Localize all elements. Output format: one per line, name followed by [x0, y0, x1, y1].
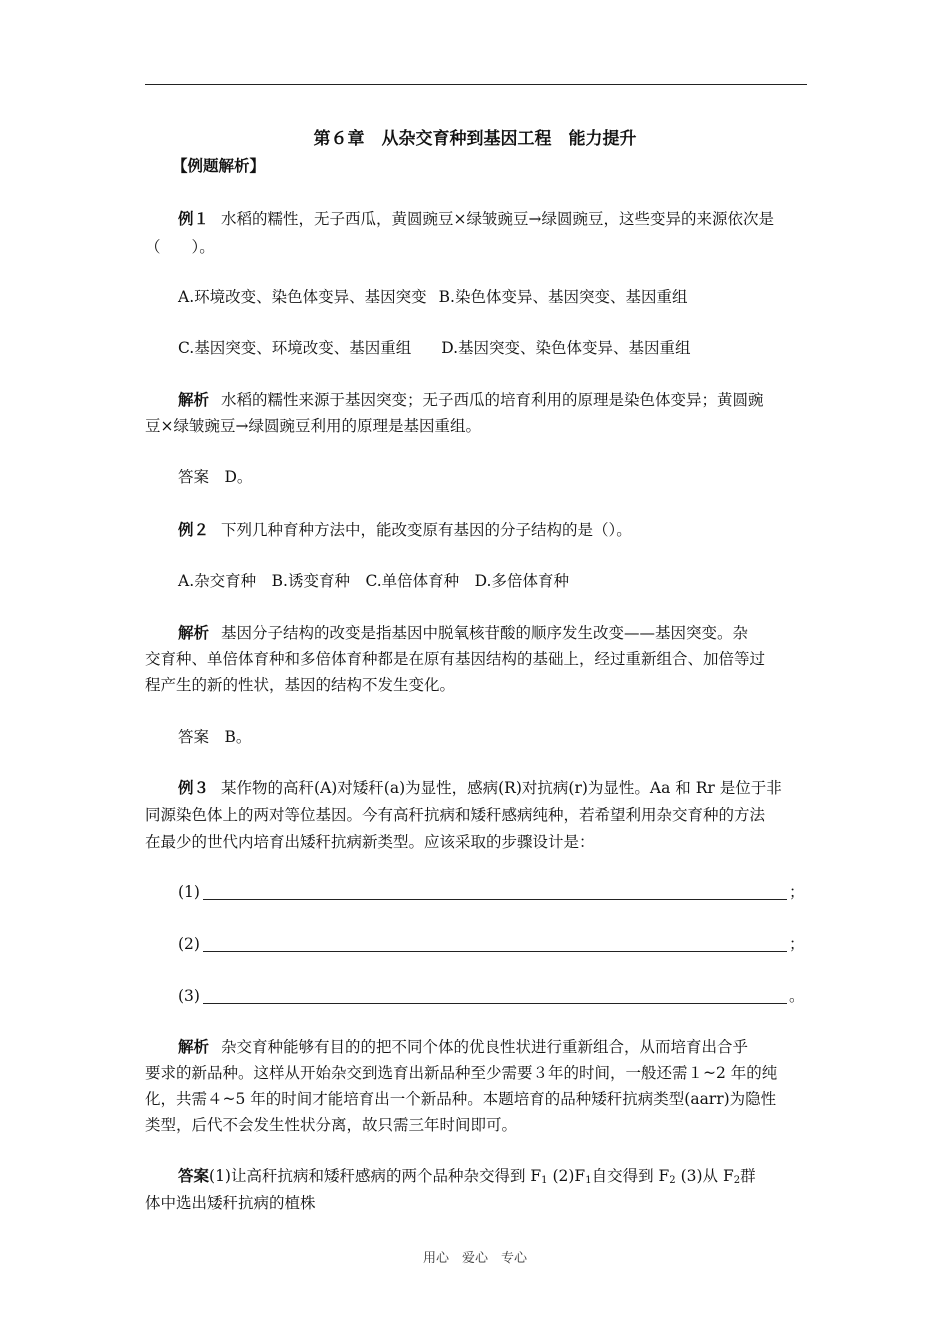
page-title: 第６章 从杂交育种到基因工程 能力提升 — [313, 129, 637, 149]
ex3-analysis-text: 杂交育种能够有目的的把不同个体的优良性状进行重新组合，从而培育出合乎 — [221, 1038, 749, 1056]
ex1-options-row2 — [178, 334, 807, 362]
ex3-answer-sub3: 2 — [669, 1175, 676, 1186]
ex3-question-line2: 同源染色体上的两对等位基因。今有高秆抗病和矮秆感病纯种，若希望利用杂交育种的方法 — [145, 806, 766, 824]
ex1-option-a: A.环境改变、染色体变异、基因突变 — [178, 288, 427, 306]
ex3-blank3-end: 。 — [789, 987, 805, 1005]
ex3-label: 例３ — [178, 779, 210, 797]
ex1-question-line2: （ ）。 — [145, 238, 215, 256]
ex3-analysis-label: 解析 — [178, 1038, 210, 1056]
ex2-options: A.杂交育种 B.诱变育种 C.单倍体育种 D.多倍体育种 — [178, 572, 569, 590]
ex3-answer-line2: 体中选出矮秆抗病的植株 — [145, 1194, 316, 1212]
ex3-answer-part1: (1)让高秆抗病和矮秆感病的两个品种杂交得到 F — [209, 1167, 542, 1185]
ex3-answer-label: 答案 — [178, 1167, 210, 1185]
ex3-analysis-line3: 化，共需４~5 年的时间才能培育出一个新品种。本题培育的品种矮秆抗病类型(aarr)为隐性 — [145, 1090, 777, 1108]
ex3-question-text: 某作物的高秆(A)对矮秆(a)为显性，感病(R)对抗病(r)为显性。Aa 和 Rr 是位于非 — [221, 779, 782, 797]
ex2-question — [178, 516, 807, 544]
header-rule — [145, 84, 807, 85]
ex2-label: 例２ — [178, 521, 210, 539]
ex3-answer-part3: 自交得到 F — [591, 1167, 670, 1185]
ex1-question-line1 — [178, 205, 807, 233]
ex1-answer: 答案 D。 — [178, 468, 253, 486]
ex1-analysis-label: 解析 — [178, 391, 210, 409]
ex3-answer-part4: (3)从 F — [680, 1167, 734, 1185]
page-footer: 用心 爱心 专心 — [422, 1251, 527, 1266]
ex2-analysis-text: 基因分子结构的改变是指基因中脱氧核苷酸的顺序发生改变——基因突变。杂 — [221, 624, 749, 642]
section-heading: 【例题解析】 — [172, 157, 266, 175]
ex3-analysis-line1 — [178, 1033, 807, 1061]
ex1-question-text: 水稻的糯性，无子西瓜，黄圆豌豆×绿皱豌豆→绿圆豌豆，这些变异的来源依次是 — [221, 210, 774, 228]
ex3-blank1-line — [203, 899, 787, 900]
ex3-blank2-line — [203, 951, 787, 952]
ex1-analysis-line1 — [178, 386, 807, 414]
ex1-option-c: C.基因突变、环境改变、基因重组 — [178, 339, 412, 357]
ex2-analysis-line3: 程产生的新的性状，基因的结构不发生变化。 — [145, 676, 456, 694]
ex3-analysis-line2: 要求的新品种。这样从开始杂交到选育出新品种至少需要３年的时间，一般还需１~2 年的纯 — [145, 1064, 778, 1082]
ex3-analysis-line4: 类型，后代不会发生性状分离，故只需三年时间即可。 — [145, 1116, 518, 1134]
ex3-answer-part2: (2)F — [552, 1167, 586, 1185]
ex2-analysis-label: 解析 — [178, 624, 210, 642]
ex1-analysis-line2: 豆×绿皱豌豆→绿圆豌豆利用的原理是基因重组。 — [145, 417, 481, 435]
ex3-question-line1 — [178, 774, 807, 802]
ex2-analysis-line1 — [178, 619, 807, 647]
ex2-answer: 答案 B。 — [178, 728, 252, 746]
ex3-blank3-line — [203, 1003, 787, 1004]
ex2-question-text: 下列几种育种方法中，能改变原有基因的分子结构的是（）。 — [221, 521, 632, 539]
ex3-blank1-end: ； — [789, 883, 805, 901]
ex2-analysis-line2: 交育种、单倍体育种和多倍体育种都是在原有基因结构的基础上，经过重新组合、加倍等过 — [145, 650, 766, 668]
ex3-answer-part5: 群 — [740, 1167, 756, 1185]
ex3-blank1-number: (1) — [178, 883, 200, 901]
ex3-blank2-number: (2) — [178, 935, 200, 953]
ex1-option-d: D.基因突变、染色体变异、基因重组 — [441, 339, 691, 357]
ex1-options-row1 — [178, 283, 807, 311]
ex3-answer-sub1: 1 — [541, 1175, 548, 1186]
ex3-answer-sub2: 1 — [585, 1175, 592, 1186]
ex3-answer-sub4: 2 — [733, 1175, 741, 1186]
ex3-blank3-number: (3) — [178, 987, 200, 1005]
ex3-question-line3: 在最少的世代内培育出矮秆抗病新类型。应该采取的步骤设计是： — [145, 833, 595, 851]
ex1-option-b: B.染色体变异、基因突变、基因重组 — [438, 288, 688, 306]
ex1-analysis-text: 水稻的糯性来源于基因突变；无子西瓜的培育利用的原理是染色体变异；黄圆豌 — [221, 391, 764, 409]
ex1-label: 例１ — [178, 210, 210, 228]
ex3-blank2-end: ； — [789, 935, 805, 953]
